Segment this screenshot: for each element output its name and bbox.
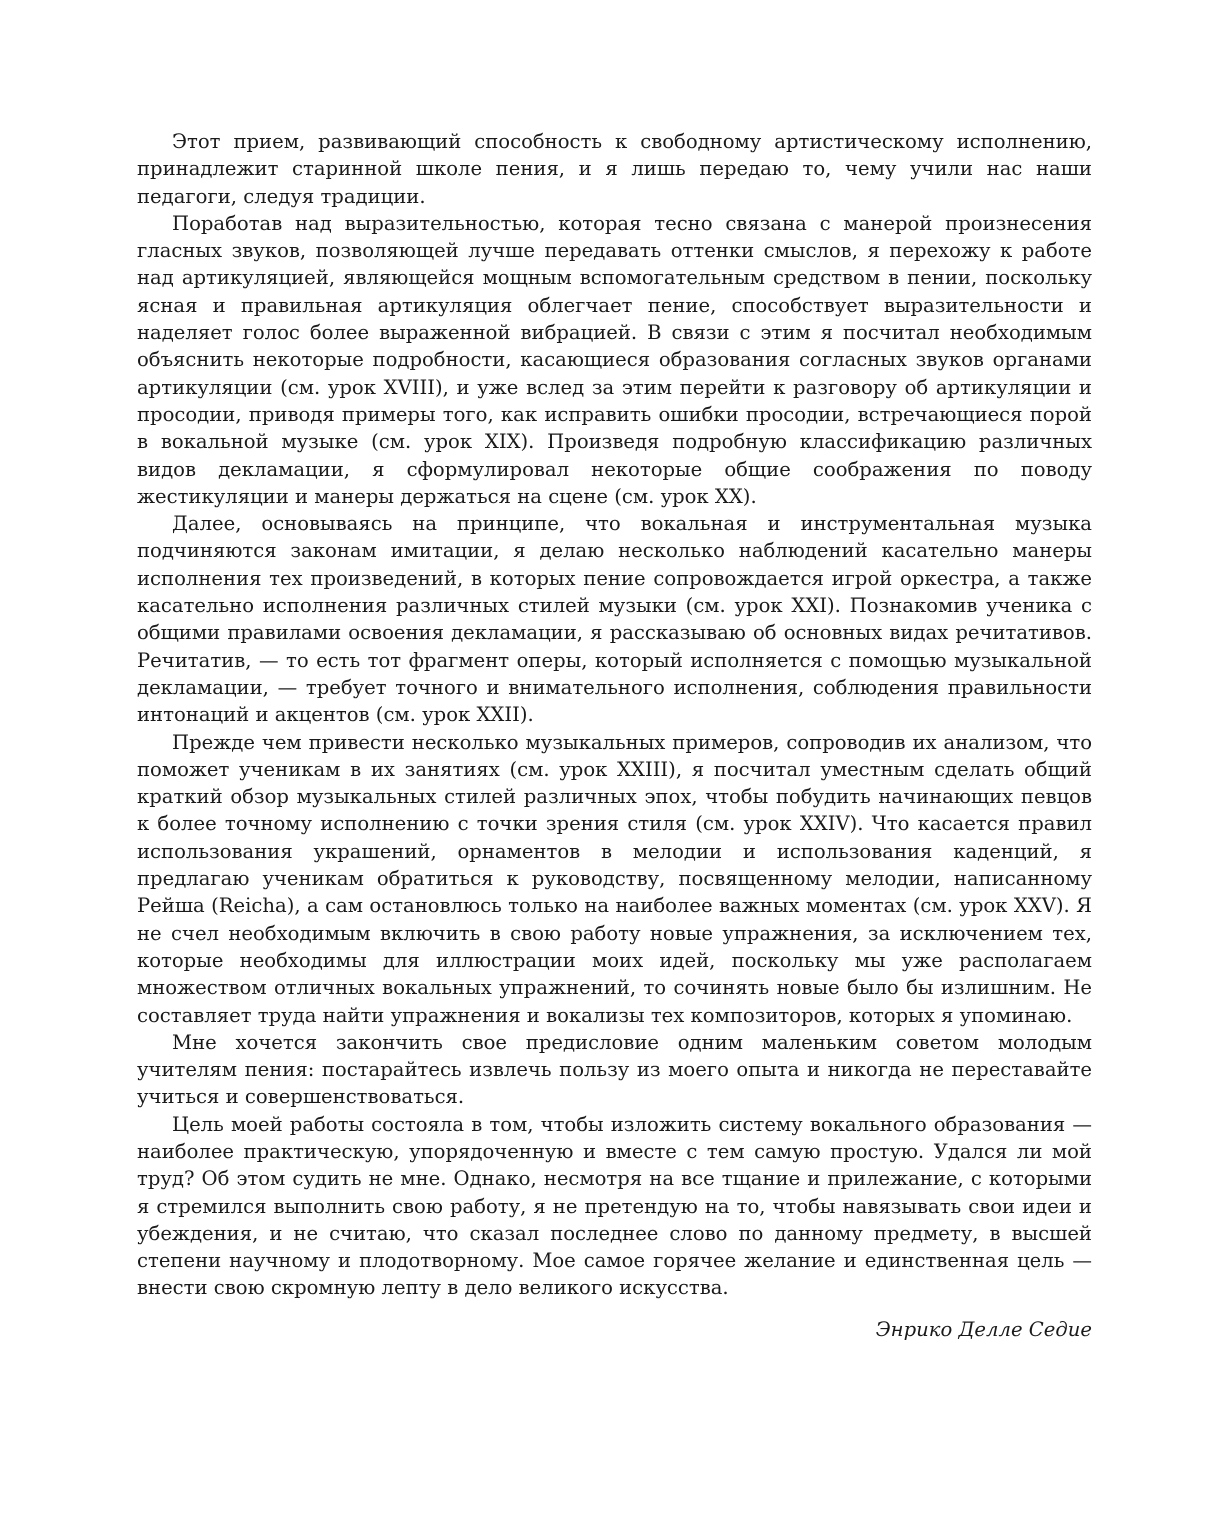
author-signature: Энрико Делле Седие xyxy=(875,1317,1092,1341)
paragraph-5: Мне хочется закончить свое предисловие одним маленьким советом молодым учителям пения: постарайтесь извлечь пользу из моего опыта и никогда не переставайте учиться и совершенствоваться. xyxy=(137,1030,1092,1109)
paragraph-4: Прежде чем привести несколько музыкальных примеров, сопроводив их анализом, что поможет ученикам в их занятиях (см. урок XXIII), я посчитал уместным сделать общий краткий обзор музыкальных стилей различных эпох, чтобы побудить начинающих певцов к более точному исполнению с точки зрения стиля (см. урок XXIV). Что касается правил использования украшений, орнаментов в мелодии и использования каденций, я предлагаю ученикам обратиться к руководству, посвященному мелодии, написанному Рейша (Reicha), а сам остановлюсь только на наиболее важных моментах (см. урок XXV). Я не счел необходимым включить в свою работу новые упражнения, за исключением тех, которые необходимы для иллюстрации моих идей, поскольку мы уже располагаем множеством отличных вокальных упражнений, то сочинять новые было бы излишним. Не составляет труда найти упражнения и вокализы тех композиторов, которых я упоминаю. xyxy=(137,730,1092,1027)
paragraph-2: Поработав над выразительностью, которая тесно связана с манерой произнесения гласных звуков, позволяющей лучше передавать оттенки смыслов, я перехожу к работе над артикуляцией, являющейся мощным вспомогательным средством в пении, поскольку ясная и правильная артикуляция облегчает пение, способствует выразительности и наделяет голос более выраженной вибрацией. В связи с этим я посчитал необходимым объяснить некоторые подробности, касающиеся образования согласных звуков органами артикуляции (см. урок XVIII), и уже вслед за этим перейти к разговору об артикуляции и просодии, приводя примеры того, как исправить ошибки просодии, встречающиеся порой в вокальной музыке (см. урок XIX). Произведя подробную классификацию различных видов декламации, я сформулировал некоторые общие соображения по поводу жестикуляции и манеры держаться на сцене (см. урок XX). xyxy=(137,211,1092,508)
paragraph-6: Цель моей работы состояла в том, чтобы изложить систему вокального образования — наиболее практическую, упорядоченную и вместе с тем самую простую. Удался ли мой труд? Об этом судить не мне. Однако, несмотря на все тщание и прилежание, с которыми я стремился выполнить свою работу, я не претендую на то, чтобы навязывать свои идеи и убеждения, и не считаю, что сказал последнее слово по данному предмету, в высшей степени научному и плодотворному. Мое самое горячее желание и единственная цель — внести свою скромную лепту в дело великого искусства. xyxy=(137,1112,1092,1300)
paragraph-3: Далее, основываясь на принципе, что вокальная и инструментальная музыка подчиняются законам имитации, я делаю несколько наблюдений касательно манеры исполнения тех произведений, в которых пение сопровождается игрой оркестра, а также касательно исполнения различных стилей музыки (см. урок XXI). Познакомив ученика с общими правилами освоения декламации, я рассказываю об основных видах речитативов. Речитатив, — то есть тот фрагмент оперы, который исполняется с помощью музыкальной декламации, — требует точного и внимательного исполнения, соблюдения правильности интонаций и акцентов (см. урок XXII). xyxy=(137,512,1092,727)
document-page xyxy=(137,128,1092,1343)
paragraph-1: Этот прием, развивающий способность к свободному артистическому исполнению, принадлежит старинной школе пения, и я лишь передаю то, чему учили нас наши педагоги, следуя традиции. xyxy=(137,130,1092,208)
